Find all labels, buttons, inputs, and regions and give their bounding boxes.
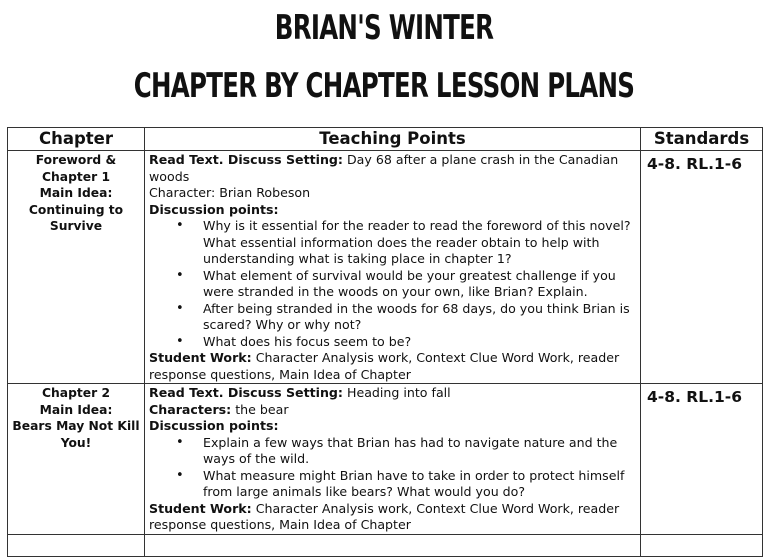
characters-text: the bear [231, 401, 289, 417]
teaching-points-cell [145, 151, 641, 384]
header-chapter: Chapter [8, 128, 145, 151]
chapter-line: Main Idea: [39, 186, 113, 200]
student-work-line [149, 350, 636, 383]
header-standards: Standards [641, 128, 763, 151]
chapter-line: Main Idea: [39, 402, 113, 417]
setting-text: Heading into fall [342, 385, 451, 400]
discussion-list [149, 435, 636, 501]
list-item: • After being stranded in the woods for 68 days, do you think Brian is scared? Why or why not? [203, 301, 636, 334]
chapter-line: Chapter 2 [42, 386, 110, 400]
list-item: • What does his focus seem to be? [203, 334, 636, 351]
characters-label: Characters: [149, 401, 232, 417]
chapter-line: Foreword & [35, 153, 117, 167]
list-item: • What element of survival would be your greatest challenge if you were stranded in the woods on your own, like Brian? Explain. [203, 268, 636, 301]
chapter-line: Bears May Not Kill [12, 419, 140, 433]
student-work-line [149, 501, 636, 534]
characters-line [149, 402, 636, 419]
chapter-line: You! [60, 435, 92, 450]
character-line: Character: Brian Robeson [149, 185, 311, 200]
student-work-text: Character Analysis work, Context Clue Word Work, reader response questions, Main Idea of Chapter [149, 350, 620, 382]
chapter-line: Chapter 1 [42, 169, 110, 184]
teaching-points-cell [145, 384, 641, 535]
discussion-label: Discussion points: [149, 201, 279, 217]
setting-line [149, 385, 636, 402]
document-title: BRIAN'S WINTER [274, 8, 494, 48]
discussion-list [149, 218, 636, 350]
lesson-plan-table [7, 127, 763, 557]
discussion-label: Discussion points: [149, 418, 279, 433]
setting-line [149, 152, 636, 185]
setting-label: Read Text. Discuss Setting: [149, 385, 343, 400]
chapter-line: Continuing to [28, 202, 124, 217]
table-row [8, 151, 763, 384]
header-teaching-points: Teaching Points [145, 128, 641, 151]
student-work-label: Student Work: [149, 500, 252, 516]
student-work-label: Student Work: [149, 350, 252, 365]
standards-cell: 4-8. RL.1-6 [641, 151, 763, 384]
standards-cell: 4-8. RL.1-6 [641, 384, 763, 535]
table-row [8, 384, 763, 535]
setting-label: Read Text. Discuss Setting: [149, 152, 343, 167]
student-work-text: Character Analysis work, Context Clue Word Work, reader response questions, Main Idea of Chapter [149, 500, 620, 532]
document-subtitle: CHAPTER BY CHAPTER LESSON PLANS [133, 66, 635, 106]
chapter-cell [8, 384, 145, 535]
table-header-row [8, 128, 763, 151]
chapter-line: Survive [49, 219, 103, 233]
list-item: • Explain a few ways that Brian has had to navigate nature and the ways of the wild. [203, 435, 636, 468]
list-item: • What measure might Brian have to take in order to protect himself from large animals like bears? What would you do? [203, 468, 636, 501]
list-item: • Why is it essential for the reader to read the foreword of this novel? What essential information does the reader obtain to help with understanding what is taking place in chapter 1? [203, 218, 636, 268]
setting-text: Day 68 after a plane crash in the Canadian woods [149, 152, 619, 184]
chapter-cell [8, 151, 145, 384]
